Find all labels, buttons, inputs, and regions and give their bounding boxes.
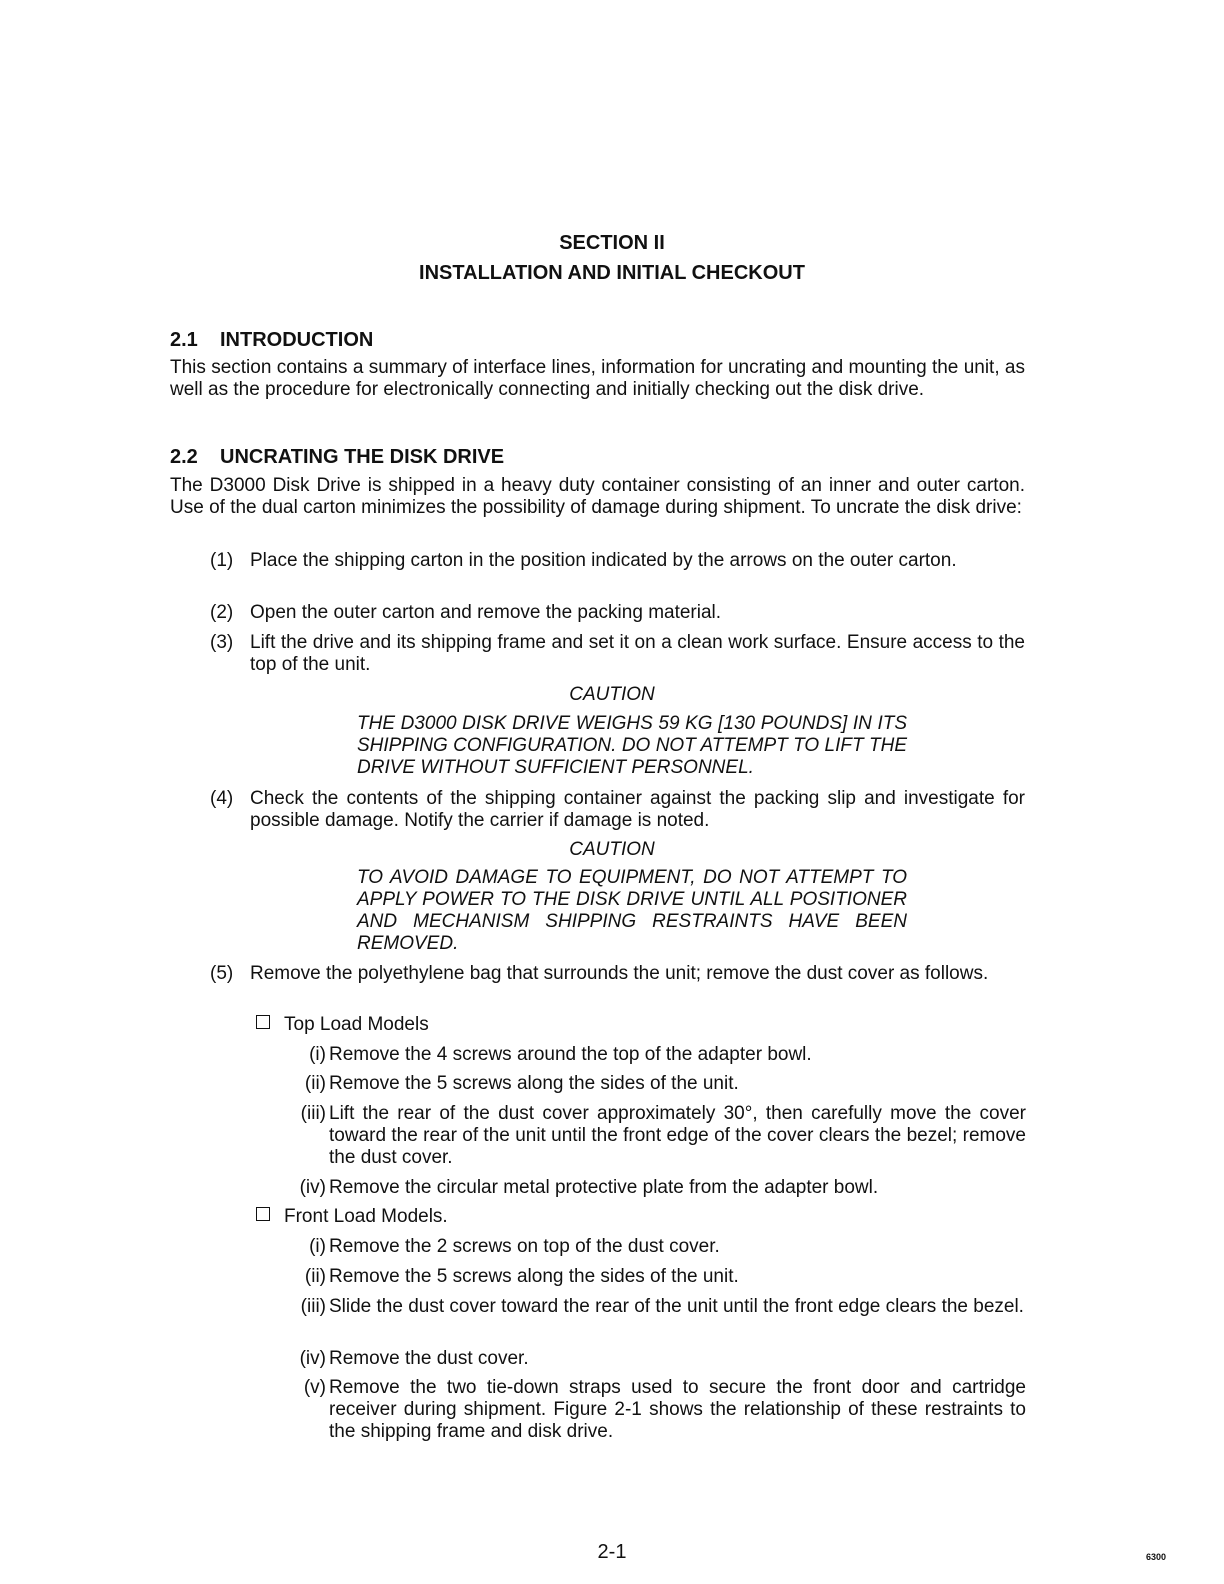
- step-text: Open the outer carton and remove the packing material.: [250, 602, 722, 623]
- step-text: Lift the drive and its shipping frame and set it on a clean work surface. Ensure access to the top of the unit.: [250, 632, 1025, 675]
- sub-text: Lift the rear of the dust cover approximately 30°, then carefully move the cover toward the rear of the unit until the front edge of the cover clears the bezel; remove the dust cover.: [329, 1103, 1026, 1168]
- section-title: INSTALLATION AND INITIAL CHECKOUT: [419, 262, 805, 284]
- sub-text: Remove the 2 screws on top of the dust cover.: [329, 1236, 720, 1257]
- step-label: (4): [210, 788, 234, 809]
- sub-label: (i): [309, 1236, 326, 1257]
- step-label: (1): [210, 550, 234, 571]
- page-number: 2-1: [597, 1541, 627, 1563]
- sub-text: Remove the 4 screws around the top of the adapter bowl.: [329, 1044, 812, 1065]
- sub-text: Remove the dust cover.: [329, 1348, 529, 1369]
- heading-number: 2.1: [170, 329, 198, 351]
- sub-item: [286, 1103, 1026, 1169]
- step-text: Place the shipping carton in the position indicated by the arrows on the outer carton.: [250, 550, 957, 571]
- step-item: [210, 550, 1025, 572]
- step-item: [210, 602, 1025, 624]
- sub-text: Remove the 5 screws along the sides of the unit.: [329, 1073, 739, 1094]
- sub-item: [286, 1236, 1026, 1258]
- step-text: Check the contents of the shipping container against the packing slip and investigate for possible damage. Notify the carrier if damage is noted.: [250, 788, 1025, 831]
- caution-text: TO AVOID DAMAGE TO EQUIPMENT, DO NOT ATTEMPT TO APPLY POWER TO THE DISK DRIVE UNTIL ALL POSITIONER AND MECHANISM SHIPPING RESTRAINTS HAVE BEEN REMOVED.: [357, 867, 907, 954]
- caution-title: CAUTION: [569, 684, 655, 705]
- sub-label: (iv): [299, 1177, 326, 1198]
- heading-uncrating: [170, 445, 504, 469]
- sub-label: (iv): [299, 1348, 326, 1369]
- model-front-load: [256, 1206, 448, 1228]
- step-label: (5): [210, 963, 234, 984]
- document-code: 6300: [1146, 1552, 1167, 1562]
- intro-paragraph: This section contains a summary of interface lines, information for uncrating and mounting the unit, as well as the procedure for electronically connecting and initially checking out the disk drive.: [170, 357, 1025, 400]
- sub-item: [286, 1266, 1026, 1288]
- sub-label: (i): [309, 1044, 326, 1065]
- uncrating-paragraph: The D3000 Disk Drive is shipped in a heavy duty container consisting of an inner and outer carton. Use of the dual carton minimizes the possibility of damage during shipment. To uncrate the disk drive:: [170, 475, 1025, 518]
- step-item: [210, 632, 1025, 676]
- sub-label: (ii): [304, 1266, 326, 1287]
- heading-number: 2.2: [170, 446, 198, 468]
- sub-text: Remove the circular metal protective plate from the adapter bowl.: [329, 1177, 879, 1198]
- sub-label: (ii): [304, 1073, 326, 1094]
- heading-text: INTRODUCTION: [220, 329, 374, 351]
- caution-text: THE D3000 DISK DRIVE WEIGHS 59 KG [130 POUNDS] IN ITS SHIPPING CONFIGURATION. DO NOT ATTEMPT TO LIFT THE DRIVE WITHOUT SUFFICIENT PERSONNEL.: [357, 713, 907, 778]
- caution-title: CAUTION: [569, 839, 655, 860]
- model-title: Top Load Models: [284, 1014, 429, 1035]
- step-text: Remove the polyethylene bag that surrounds the unit; remove the dust cover as follows.: [250, 963, 989, 984]
- checkbox-square-icon: [256, 1207, 270, 1221]
- sub-label: (iii): [300, 1296, 326, 1317]
- sub-item: [286, 1348, 1026, 1370]
- heading-text: UNCRATING THE DISK DRIVE: [220, 446, 505, 468]
- sub-item: [286, 1177, 1026, 1199]
- sub-text: Remove the two tie-down straps used to secure the front door and cartridge receiver during shipment. Figure 2-1 shows the relationship of these restraints to the shipping frame and disk drive.: [329, 1377, 1026, 1442]
- step-item: [210, 788, 1025, 832]
- model-title: Front Load Models.: [284, 1206, 448, 1227]
- step-item: [210, 963, 1025, 985]
- sub-text: Slide the dust cover toward the rear of the unit until the front edge clears the bezel.: [329, 1296, 1024, 1317]
- sub-item: [286, 1296, 1026, 1318]
- sub-label: (iii): [300, 1103, 326, 1124]
- sub-item: [286, 1377, 1026, 1443]
- sub-item: [286, 1073, 1026, 1095]
- sub-text: Remove the 5 screws along the sides of the unit.: [329, 1266, 739, 1287]
- step-label: (2): [210, 602, 234, 623]
- sub-label: (v): [303, 1377, 326, 1398]
- section-label: SECTION II: [559, 232, 665, 254]
- model-top-load: [256, 1014, 429, 1036]
- sub-item: [286, 1044, 1026, 1066]
- step-label: (3): [210, 632, 234, 653]
- heading-introduction: [170, 328, 373, 352]
- checkbox-square-icon: [256, 1015, 270, 1029]
